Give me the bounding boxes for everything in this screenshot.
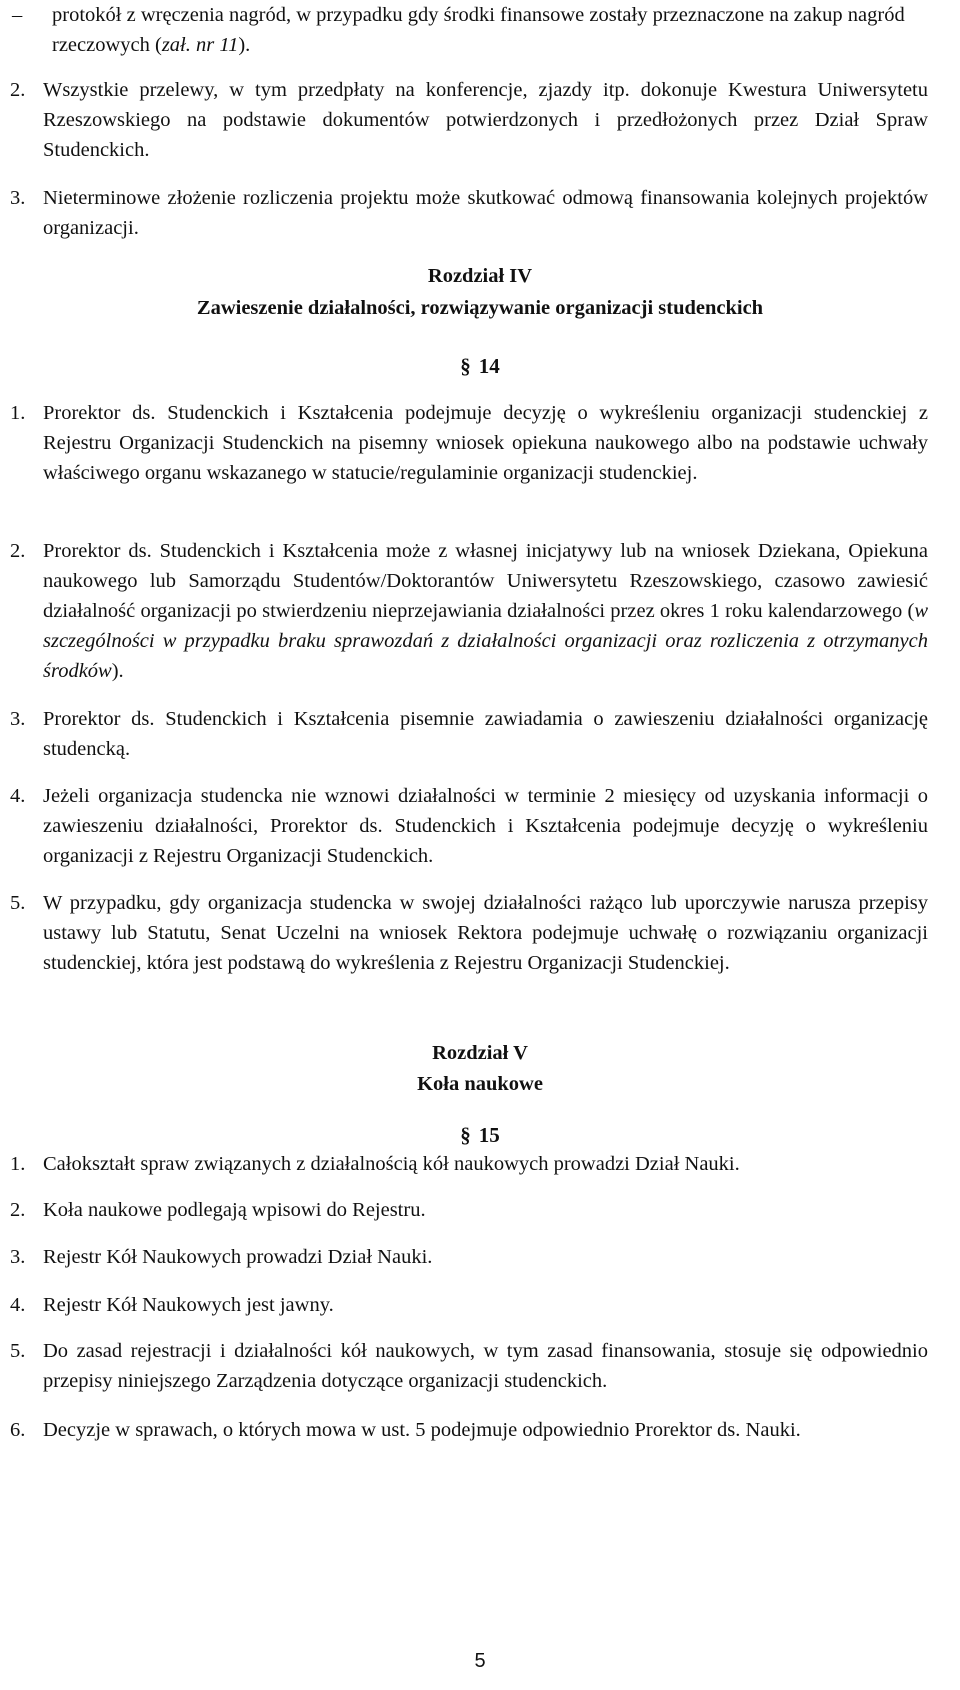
list-item — [10, 183, 928, 243]
item-text: Nieterminowe złożenie rozliczenia projektu może skutkować odmową finansowania kolejnych projektów organizacji. — [43, 187, 928, 239]
item-text: Prorektor ds. Studenckich i Kształcenia pisemnie zawiadamia o zawieszeniu działalności organizację studencką. — [43, 708, 928, 760]
item-number: 3. — [10, 708, 26, 730]
page-number: 5 — [474, 1650, 486, 1672]
item-text: Rejestr Kół Naukowych jest jawny. — [43, 1294, 334, 1316]
item-text: Wszystkie przelewy, w tym przedpłaty na konferencje, zjazdy itp. dokonuje Kwestura Uniwersytetu Rzeszowskiego na podstawie dokumentów potwierdzonych i przedłożonych przez Dział Spraw Studenckich. — [43, 79, 928, 161]
list-item — [10, 781, 928, 871]
list-item — [10, 1195, 928, 1225]
item-number: 2. — [10, 79, 26, 101]
list-item-dash — [10, 0, 937, 60]
item-text-end: ). — [111, 660, 124, 682]
chapter-subtitle: Koła naukowe — [417, 1073, 543, 1095]
item-number: 1. — [10, 402, 26, 424]
paragraph-sign-icon: § — [460, 1123, 471, 1147]
section-heading — [0, 1120, 960, 1150]
list-item — [10, 398, 928, 488]
list-item — [10, 75, 928, 165]
item-text: Decyzje w sprawach, o których mowa w ust. 5 podejmuje odpowiednio Prorektor ds. Nauki. — [43, 1419, 801, 1441]
section-heading — [0, 351, 960, 381]
list-item-text: protokół z wręczenia nagród, w przypadku gdy środki finansowe zostały przeznaczone na zakup nagród rzeczowych ( — [52, 4, 905, 56]
chapter-title: Rozdział IV — [427, 265, 533, 287]
dash-bullet: – — [12, 4, 23, 26]
item-text-italic: w szczególności w przypadku braku sprawozdań z działalności organizacji oraz rozliczenia z otrzymanych środków — [43, 600, 928, 682]
list-item — [10, 536, 928, 686]
chapter-subtitle: Zawieszenie działalności, rozwiązywanie organizacji studenckich — [196, 297, 764, 319]
list-item-text-end: ). — [238, 34, 251, 56]
list-item — [10, 1415, 928, 1445]
item-text: Rejestr Kół Naukowych prowadzi Dział Nauki. — [43, 1246, 433, 1268]
item-text: Do zasad rejestracji i działalności kół naukowych, w tym zasad finansowania, stosuje się odpowiednio przepisy niniejszego Zarządzenia dotyczące organizacji studenckich. — [43, 1340, 928, 1392]
item-text: Jeżeli organizacja studencka nie wznowi działalności w terminie 2 miesięcy od uzyskania informacji o zawieszeniu działalności, Prorektor ds. Studenckich i Kształcenia podejmuje decyzję o wykreśleniu organizacji z Rejestru Organizacji Studenckich. — [43, 785, 928, 867]
list-item — [10, 1336, 928, 1396]
item-number: 5. — [10, 1340, 26, 1362]
item-text: Prorektor ds. Studenckich i Kształcenia podejmuje decyzję o wykreśleniu organizacji studenckiej z Rejestru Organizacji Studenckich na pisemny wniosek opiekuna naukowego albo na podstawie uchwały właściwego organu wskazanego w statucie/regulaminie organizacji studenckiej. — [43, 402, 928, 484]
item-text: Całokształt spraw związanych z działalnością kół naukowych prowadzi Dział Nauki. — [43, 1153, 740, 1175]
item-number: 2. — [10, 540, 26, 562]
list-item — [10, 888, 928, 978]
item-number: 3. — [10, 1246, 26, 1268]
item-number: 3. — [10, 187, 26, 209]
item-number: 4. — [10, 785, 26, 807]
chapter-title: Rozdział V — [432, 1042, 528, 1064]
item-text: Koła naukowe podlegają wpisowi do Rejestru. — [43, 1199, 426, 1221]
list-item — [10, 704, 928, 764]
item-number: 5. — [10, 892, 26, 914]
item-number: 6. — [10, 1419, 26, 1441]
item-number: 4. — [10, 1294, 26, 1316]
item-text: Prorektor ds. Studenckich i Kształcenia może z własnej inicjatywy lub na wniosek Dziekana, Opiekuna naukowego lub Samorządu Studentów/Doktorantów Uniwersytetu Rzeszowskiego, czasowo zawiesić działalność organizacji po stwierdzeniu nieprzejawiania działalności przez okres 1 roku kalendarzowego ( — [43, 540, 928, 622]
attachment-reference: zał. nr 11 — [161, 34, 239, 56]
item-text: W przypadku, gdy organizacja studencka w swojej działalności rażąco lub uporczywie narusza przepisy ustawy lub Statutu, Senat Uczelni na wniosek Rektora podejmuje uchwałę o rozwiązaniu organizacji studenckiej, która jest podstawą do wykreślenia z Rejestru Organizacji Studenckiej. — [43, 892, 928, 974]
list-item — [10, 1149, 928, 1179]
section-number: 15 — [478, 1123, 500, 1147]
item-number: 1. — [10, 1153, 26, 1175]
paragraph-sign-icon: § — [460, 354, 471, 378]
list-item — [10, 1290, 928, 1320]
section-number: 14 — [478, 354, 500, 378]
item-number: 2. — [10, 1199, 26, 1221]
list-item — [10, 1242, 928, 1272]
